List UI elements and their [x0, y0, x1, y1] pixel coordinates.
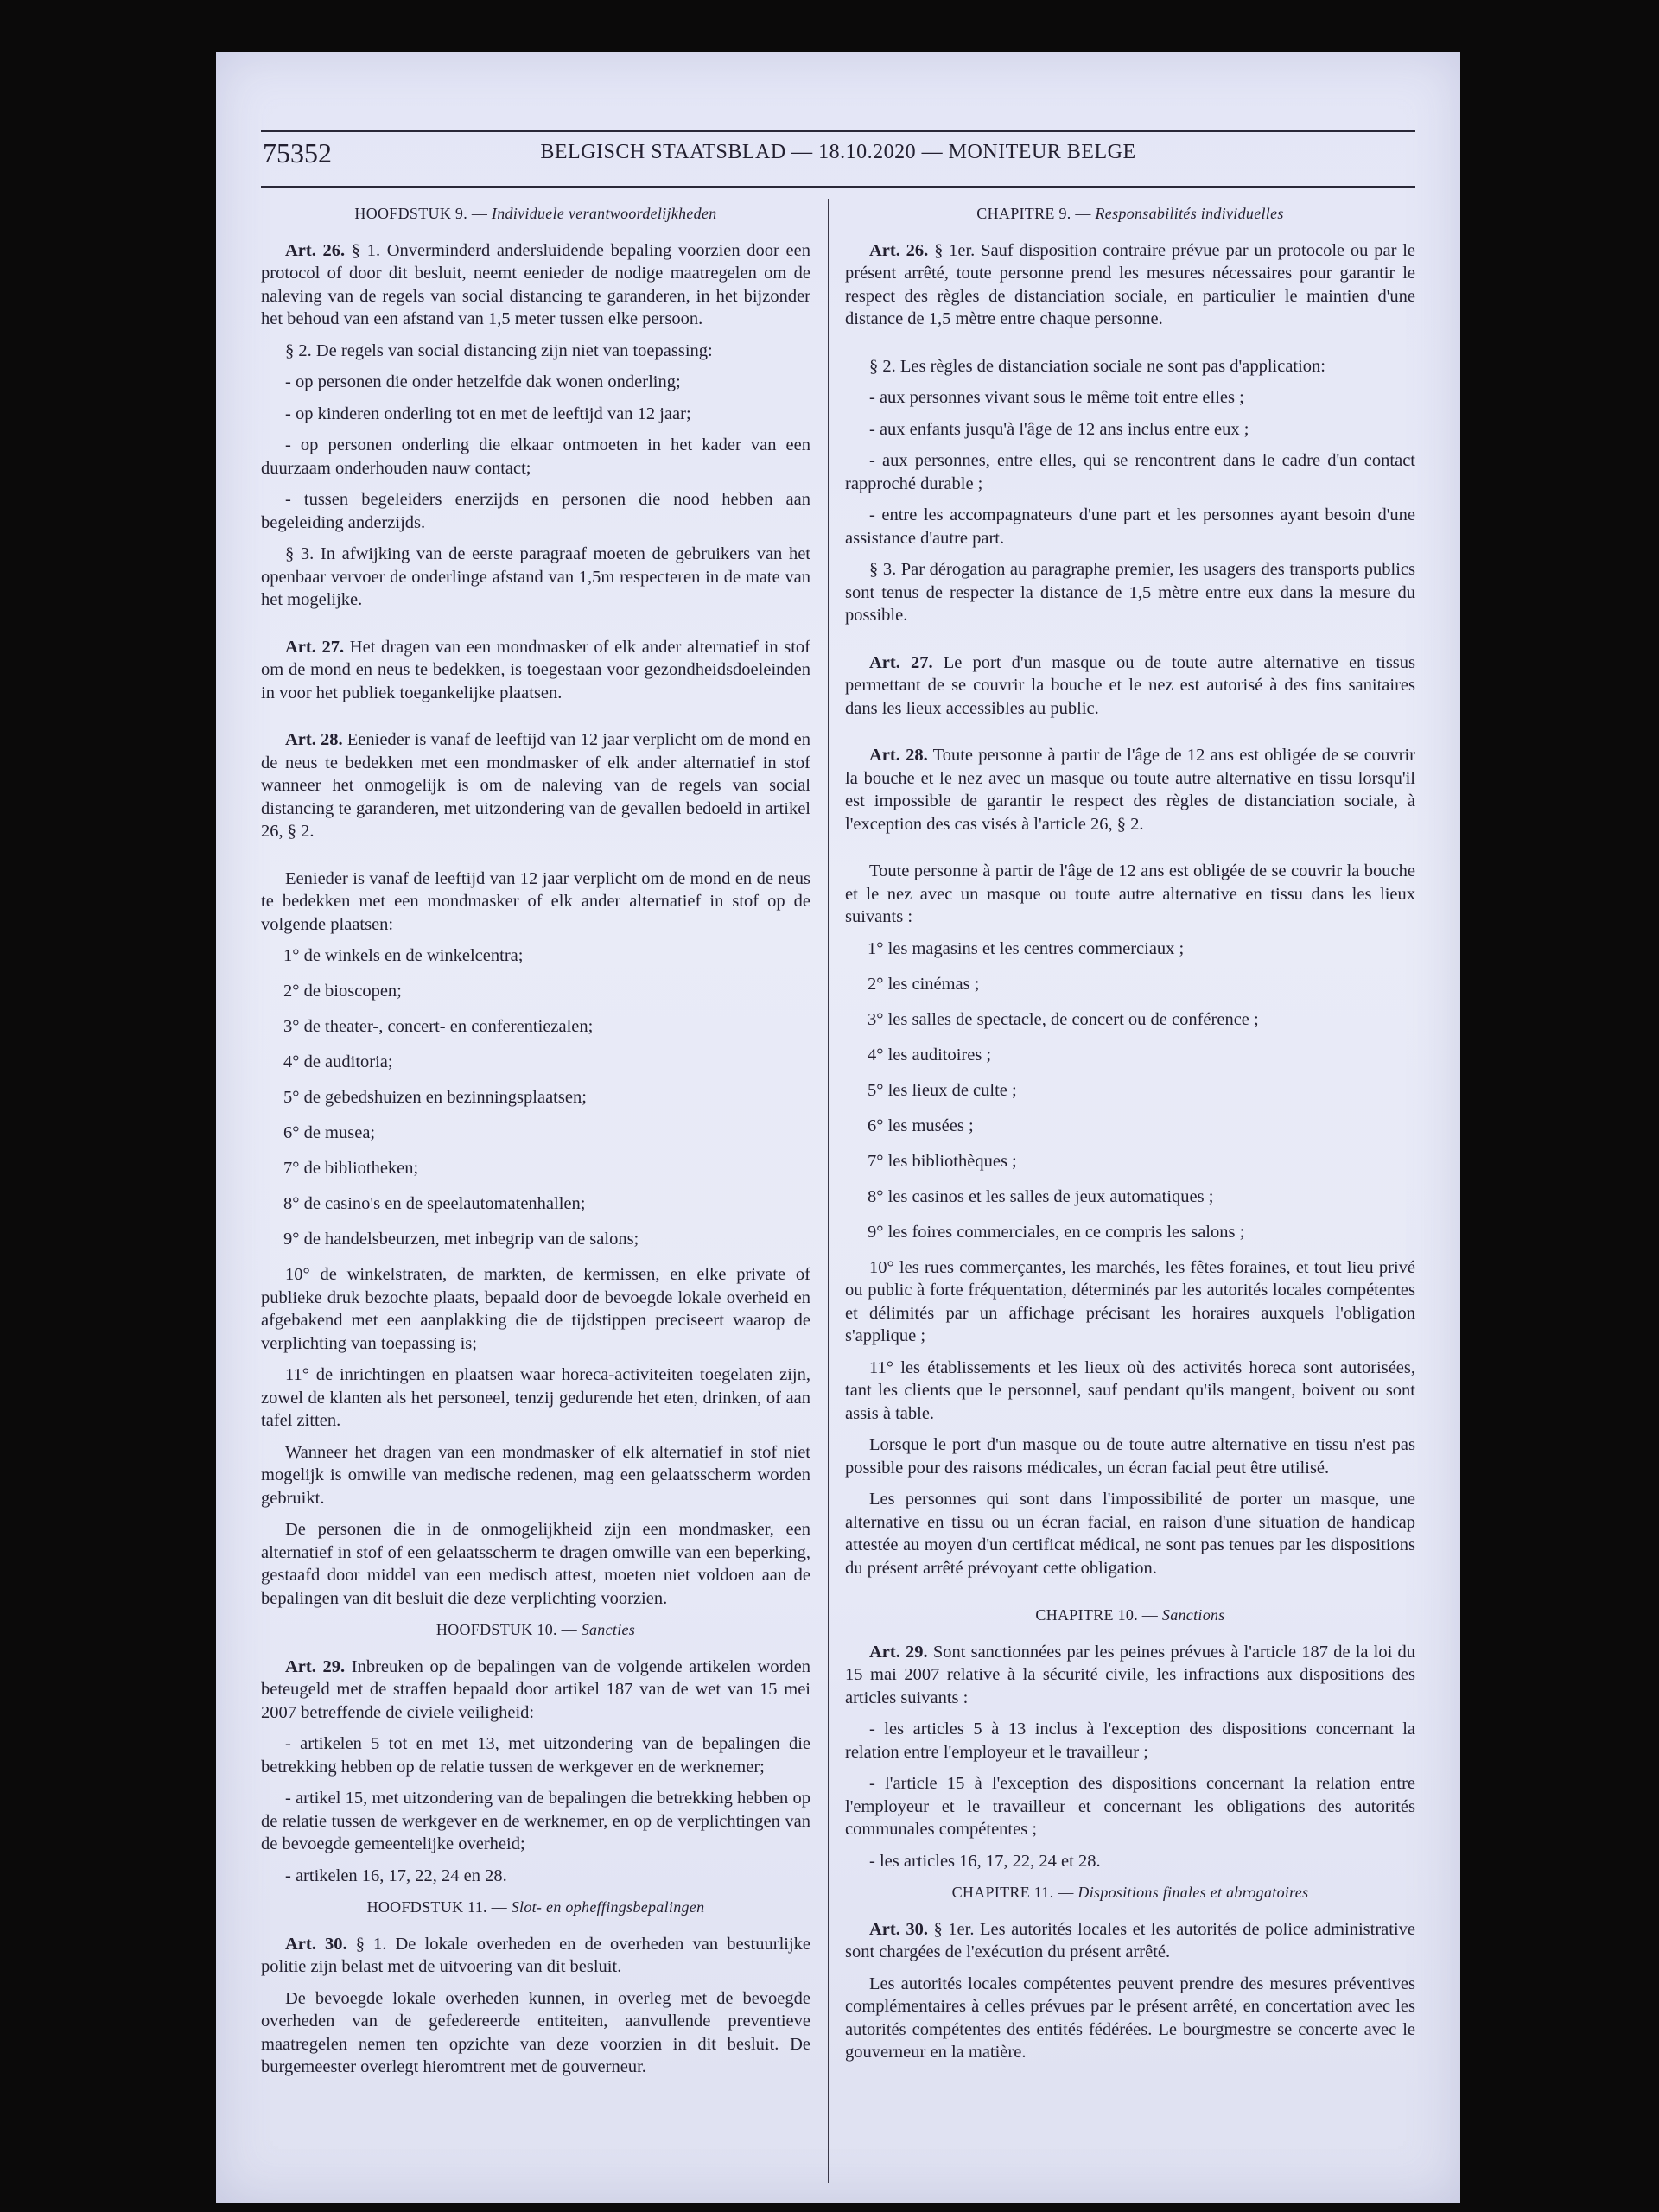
list-item-6-nl: 6° de musea;	[283, 1123, 376, 1142]
list-item-3-nl: 3° de theater-, concert- en conferentiezalen;	[283, 1017, 594, 1036]
art-26-par-1-fr: Art. 26. § 1er. Sauf disposition contraire prévue par un protocole ou par le présent arrêté, toute personne prend les mesures nécessaires pour garantir le respect des règles de distanciation sociale, en particulier le maintien d'une distance de 1,5 mètre entre chaque personne.	[845, 240, 1415, 328]
art-28-par-4-nl: De personen die in de onmogelijkheid zijn een mondmasker, een alternatief in stof of een gelaatsscherm te dragen omwille van een beperking, gestaafd door middel van een medisch attest, moeten niet voldoen aan de bepalingen van dit besluit die deze verplichting voorzien.	[261, 1520, 810, 1608]
list-item-1-fr: 1° les magasins et les centres commerciaux ;	[868, 938, 1185, 958]
art-26-item-3-nl: - op personen onderling die elkaar ontmoeten in het kader van een duurzaam onderhouden nauw contact;	[261, 435, 810, 478]
chapter-11-heading-fr: CHAPITRE 11. — Dispositions finales et abrogatoires	[951, 1884, 1309, 1901]
art-26-par-3-fr: § 3. Par dérogation au paragraphe premier, les usagers des transports publics sont tenus de respecter la distance de 1,5 mètre entre eux dans la mesure du possible.	[845, 560, 1415, 625]
list-item-10-nl: 10° de winkelstraten, de markten, de kermissen, en elke private of publieke druk bezochte plaats, bepaald door de bevoegde lokale overheid en afgebakend met een aanplakking die de tijdstippen preciseert waarop de verplichting van toepassing is;	[261, 1265, 810, 1353]
art-30-par-2-nl: De bevoegde lokale overheden kunnen, in overleg met de bevoegde overheden van de gefedereerde entiteiten, aanvullende preventieve maatregelen nemen ten opzichte van deze voorzien in dit besluit. De burgemeester overlegt hieromtrent met de gouverneur.	[261, 1988, 810, 2076]
dutch-column	[261, 200, 810, 2088]
list-item-8-fr: 8° les casinos et les salles de jeux automatiques ;	[868, 1186, 1214, 1206]
art-29-par-1-fr: Art. 29. Sont sanctionnées par les peines prévues à l'article 187 de la loi du 15 mai 2007 relative à la sécurité civile, les infractions aux dispositions des articles suivants :	[845, 1642, 1415, 1707]
column-divider	[828, 199, 830, 2183]
list-item-9-fr: 9° les foires commerciales, en ce compris les salons ;	[868, 1222, 1245, 1242]
art-26-item-3-fr: - aux personnes, entre elles, qui se rencontrent dans le cadre d'un contact rapproché durable ;	[845, 451, 1415, 493]
list-item-11-nl: 11° de inrichtingen en plaatsen waar horeca-activiteiten toegelaten zijn, zowel de klanten als het personeel, tenzij gedurende het eten, drinken, of aan tafel zitten.	[261, 1365, 810, 1430]
list-item-3-fr: 3° les salles de spectacle, de concert ou de conférence ;	[868, 1009, 1259, 1029]
art-29-item-3-fr: - les articles 16, 17, 22, 24 et 28.	[869, 1851, 1101, 1871]
page-number: 75352	[263, 137, 332, 168]
gazette-page	[216, 52, 1460, 2203]
art-29-item-3-nl: - artikelen 16, 17, 22, 24 en 28.	[285, 1866, 507, 1885]
art-26-item-4-nl: - tussen begeleiders enerzijds en personen die nood hebben aan begeleiding anderzijds.	[261, 490, 810, 532]
list-item-8-nl: 8° de casino's en de speelautomatenhallen;	[283, 1194, 586, 1213]
art-26-par-1-nl: Art. 26. § 1. Onverminderd andersluidende bepaling voorzien door een protocol of door dit besluit, neemt eenieder de nodige maatregelen om de naleving van de regels van social distancing te garanderen, in het bijzonder het behoud van een afstand van 1,5 meter tussen elke persoon.	[261, 240, 810, 328]
list-item-5-fr: 5° les lieux de culte ;	[868, 1080, 1017, 1100]
art-29-item-2-nl: - artikel 15, met uitzondering van de bepalingen die betrekking hebben op de relatie tussen de werkgever en de werknemer, en op de verplichtingen van de bevoegde gemeentelijke overheid;	[261, 1789, 810, 1853]
art-28-par-3-fr: Lorsque le port d'un masque ou de toute autre alternative en tissu n'est pas possible pour des raisons médicales, un écran facial peut être utilisé.	[845, 1435, 1415, 1478]
list-item-11-fr: 11° les établissements et les lieux où des activités horeca sont autorisées, tant les clients que le personnel, sauf pendant qu'ils mangent, boivent ou sont assis à table.	[845, 1357, 1415, 1423]
list-item-2-fr: 2° les cinémas ;	[868, 974, 980, 994]
chapter-9-heading-fr: CHAPITRE 9. — Responsabilités individuelles	[976, 205, 1284, 222]
list-item-6-fr: 6° les musées ;	[868, 1116, 974, 1135]
chapter-11-heading-nl: HOOFDSTUK 11. — Slot- en opheffingsbepalingen	[366, 1898, 705, 1916]
art-30-par-1-fr: Art. 30. § 1er. Les autorités locales et les autorités de police administrative sont chargées de l'exécution du présent arrêté.	[845, 1919, 1416, 1961]
list-item-1-nl: 1° de winkels en de winkelcentra;	[283, 946, 524, 965]
gazette-title: BELGISCH STAATSBLAD — 18.10.2020 — MONITEUR BELGE	[540, 141, 1136, 163]
list-item-7-nl: 7° de bibliotheken;	[283, 1159, 419, 1178]
art-29-item-1-nl: - artikelen 5 tot en met 13, met uitzondering van de bepalingen die betrekking hebben op de relatie tussen de werkgever en de werknemer;	[261, 1734, 810, 1777]
art-28-par-2-fr: Toute personne à partir de l'âge de 12 ans est obligée de se couvrir la bouche et le nez avec un masque ou toute autre alternative en tissu dans les lieux suivants :	[845, 861, 1415, 926]
art-27-fr: Art. 27. Le port d'un masque ou de toute autre alternative en tissus permettant de se couvrir la bouche et le nez est autorisé à des fins sanitaires dans les lieux accessibles au public.	[845, 652, 1416, 718]
list-item-2-nl: 2° de bioscopen;	[283, 982, 402, 1001]
art-28-par-4-fr: Les personnes qui sont dans l'impossibilité de porter un masque, une alternative en tissu ou un écran facial, en raison d'une situation de handicap attestée au moyen d'un certificat médical, ne sont pas tenues par les dispositions du présent arrêté prévoyant cette obligation.	[845, 1490, 1415, 1578]
art-26-par-3-nl: § 3. In afwijking van de eerste paragraaf moeten de gebruikers van het openbaar vervoer de onderlinge afstand van 1,5m respecteren in de mate van het mogelijke.	[261, 544, 810, 609]
art-26-item-2-fr: - aux enfants jusqu'à l'âge de 12 ans inclus entre eux ;	[869, 419, 1249, 439]
art-29-item-1-fr: - les articles 5 à 13 inclus à l'exception des dispositions concernant la relation entre l'employeur et le travailleur ;	[845, 1719, 1415, 1762]
art-26-item-1-nl: - op personen die onder hetzelfde dak wonen onderling;	[285, 372, 681, 391]
art-26-par-2-fr: § 2. Les règles de distanciation sociale ne sont pas d'application:	[869, 356, 1326, 376]
art-26-item-4-fr: - entre les accompagnateurs d'une part et les personnes ayant besoin d'une assistance d'autre part.	[845, 505, 1415, 548]
art-26-item-1-fr: - aux personnes vivant sous le même toit entre elles ;	[869, 388, 1244, 407]
art-29-par-1-nl: Art. 29. Inbreuken op de bepalingen van de volgende artikelen worden beteugeld met de straffen bepaald door artikel 187 van de wet van 15 mei 2007 betreffende de civiele veiligheid:	[261, 1656, 811, 1722]
list-item-4-fr: 4° les auditoires ;	[868, 1045, 992, 1065]
art-30-par-2-fr: Les autorités locales compétentes peuvent prendre des mesures préventives complémentaires à celles prévues par le présent arrêté, en concertation avec les autorités compétentes des entités fédérées. Le bourgmestre se concerte avec le gouverneur en la matière.	[845, 1974, 1415, 2062]
art-30-par-1-nl: Art. 30. § 1. De lokale overheden en de overheden van bestuurlijke politie zijn belast met de uitvoering van dit besluit.	[261, 1934, 811, 1976]
list-item-4-nl: 4° de auditoria;	[283, 1052, 393, 1071]
art-26-par-2-nl: § 2. De regels van social distancing zijn niet van toepassing:	[285, 340, 713, 360]
list-item-5-nl: 5° de gebedshuizen en bezinningsplaatsen;	[283, 1088, 587, 1107]
chapter-10-heading-fr: CHAPITRE 10. — Sanctions	[1035, 1606, 1225, 1624]
list-item-7-fr: 7° les bibliothèques ;	[868, 1151, 1017, 1171]
page-header	[261, 130, 1415, 188]
art-28-par-3-nl: Wanneer het dragen van een mondmasker of elk alternatief in stof niet mogelijk is omwille van medische redenen, mag een gelaatsscherm worden gebruikt.	[261, 1442, 810, 1508]
french-column	[845, 200, 1415, 2073]
chapter-10-heading-nl: HOOFDSTUK 10. — Sancties	[435, 1621, 636, 1638]
art-27-nl: Art. 27. Het dragen van een mondmasker of elk ander alternatief in stof om de mond en neus te bedekken, is toegestaan voor gezondheidsdoeleinden in voor het publiek toegankelijke plaatsen.	[261, 637, 811, 702]
art-28-par-1-fr: Art. 28. Toute personne à partir de l'âge de 12 ans est obligée de se couvrir la bouche et le nez avec un masque ou toute autre alternative en tissu lorsqu'il est impossible de garantir le respect des règles de distanciation sociale, à l'exception des cas visés à l'article 26, § 2.	[845, 746, 1415, 834]
list-item-10-fr: 10° les rues commerçantes, les marchés, les fêtes foraines, et tout lieu privé ou public à forte fréquentation, déterminés par les autorités locales compétentes et délimités par un affichage précisant les horaires auxquels l'obligation s'applique ;	[845, 1257, 1415, 1345]
art-26-item-2-nl: - op kinderen onderling tot en met de leeftijd van 12 jaar;	[285, 404, 691, 423]
art-28-par-1-nl: Art. 28. Eenieder is vanaf de leeftijd van 12 jaar verplicht om de mond en de neus te bedekken met een mondmasker of elk ander alternatief in stof wanneer het onmogelijk is om de naleving van de regels van social distancing te garanderen, met uitzondering van de gevallen bedoeld in artikel 26, § 2.	[261, 730, 811, 841]
art-28-par-2-nl: Eenieder is vanaf de leeftijd van 12 jaar verplicht om de mond en de neus te bedekken met een mondmasker of elk ander alternatief in stof op de volgende plaatsen:	[261, 868, 810, 934]
art-29-item-2-fr: - l'article 15 à l'exception des dispositions concernant la relation entre l'employeur et le travailleur et concernant les obligations des autorités communales compétentes ;	[845, 1774, 1415, 1839]
list-item-9-nl: 9° de handelsbeurzen, met inbegrip van de salons;	[283, 1230, 639, 1249]
chapter-9-heading-nl: HOOFDSTUK 9. — Individuele verantwoordelijkheden	[354, 205, 717, 222]
